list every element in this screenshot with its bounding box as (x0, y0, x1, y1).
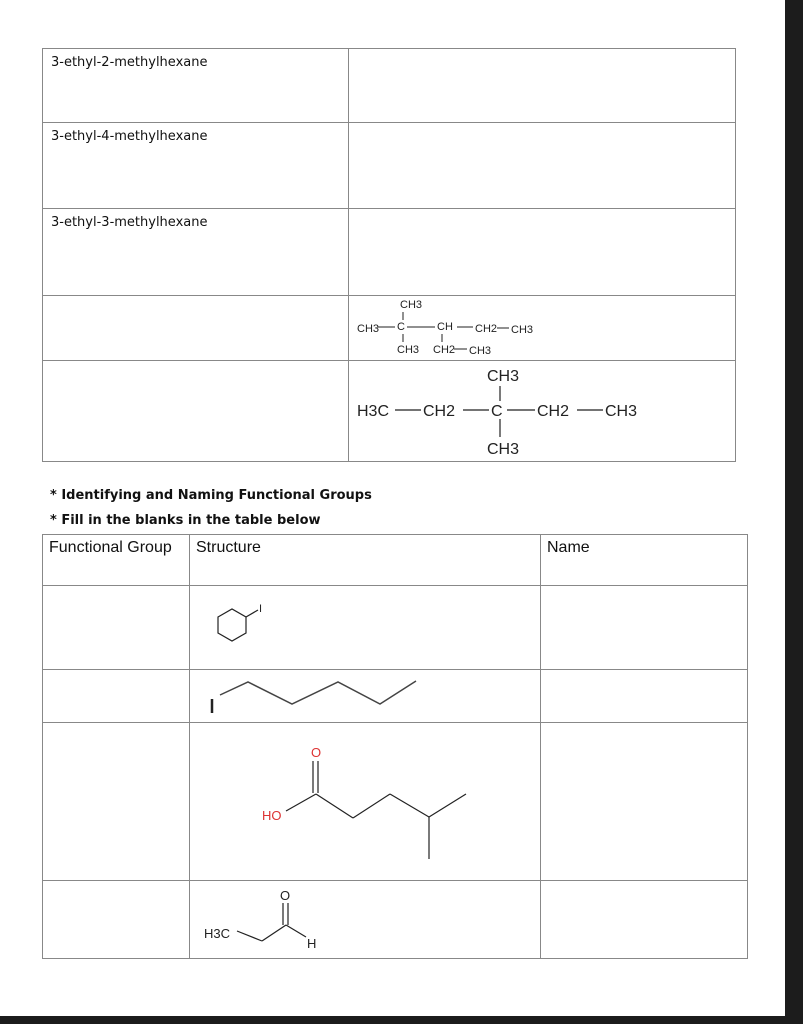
structure-cell (190, 881, 541, 959)
lower-ethyl-label: CH2 (433, 344, 456, 356)
name-answer-cell[interactable] (541, 881, 748, 959)
header-name: Name (541, 535, 748, 586)
functional-group-answer-cell[interactable] (43, 723, 190, 881)
lower-ethyl-label: CH3 (469, 345, 492, 357)
chain-label: CH3 (357, 323, 380, 335)
name-answer-cell[interactable] (43, 296, 349, 361)
iodocyclohexane-structure (190, 586, 540, 669)
carbonyl-oxygen-label: O (311, 745, 322, 760)
header-row (43, 535, 748, 586)
chain-label: CH3 (605, 403, 638, 420)
chain-label: C (397, 321, 405, 333)
chain-label: CH2 (475, 323, 498, 335)
hydroxyl-label: HO (262, 808, 282, 823)
aldehyde-structure (190, 881, 540, 958)
header-structure: Structure (190, 535, 541, 586)
name-answer-cell[interactable] (43, 361, 349, 462)
bottom-methyl-label: CH3 (487, 441, 520, 458)
chain-label: H3C (357, 403, 390, 420)
table-row (43, 586, 748, 670)
compound-name-cell: 3-ethyl-4-methylhexane (43, 123, 349, 209)
condensed-structure-row5 (349, 361, 735, 461)
table-row (43, 123, 736, 209)
chain-label: CH3 (511, 324, 534, 336)
compound-name-cell: 3-ethyl-3-methylhexane (43, 209, 349, 296)
functional-group-answer-cell[interactable] (43, 670, 190, 723)
functional-group-table (42, 534, 748, 959)
carboxylic-acid-structure (190, 723, 540, 880)
alkane-naming-table (42, 48, 736, 462)
chain-label: CH2 (423, 403, 456, 420)
table-row (43, 723, 748, 881)
chain-label: C (491, 403, 503, 420)
structure-answer-cell[interactable] (349, 209, 736, 296)
compound-name-cell: 3-ethyl-2-methylhexane (43, 49, 349, 123)
structure-cell (190, 670, 541, 723)
structure-cell (349, 296, 736, 361)
iodoalkane-structure (190, 670, 540, 722)
oxygen-label: O (280, 888, 291, 903)
table-row (43, 209, 736, 296)
top-methyl-label: CH3 (400, 299, 423, 311)
table-row (43, 49, 736, 123)
chain-label: CH2 (537, 403, 570, 420)
table-row (43, 670, 748, 723)
structure-cell (349, 361, 736, 462)
top-methyl-label: CH3 (487, 368, 520, 385)
table-row (43, 296, 736, 361)
instruction-heading: * Identifying and Naming Functional Groups (50, 488, 372, 503)
hydrogen-label: H (307, 936, 317, 951)
instruction-subheading: * Fill in the blanks in the table below (50, 513, 321, 528)
name-answer-cell[interactable] (541, 670, 748, 723)
functional-group-answer-cell[interactable] (43, 586, 190, 670)
name-answer-cell[interactable] (541, 586, 748, 670)
table-row (43, 361, 736, 462)
structure-cell (190, 723, 541, 881)
carbon-chain (220, 681, 416, 704)
functional-group-answer-cell[interactable] (43, 881, 190, 959)
condensed-structure-row4 (349, 296, 735, 360)
structure-answer-cell[interactable] (349, 123, 736, 209)
name-answer-cell[interactable] (541, 723, 748, 881)
header-functional-group: Functional Group (43, 535, 190, 586)
iodine-label: I (259, 603, 263, 615)
structure-cell (190, 586, 541, 670)
lower-methyl-label: CH3 (397, 344, 420, 356)
structure-answer-cell[interactable] (349, 49, 736, 123)
chain-label: CH (437, 321, 453, 333)
table-row (43, 881, 748, 959)
methyl-label: H3C (204, 926, 231, 941)
